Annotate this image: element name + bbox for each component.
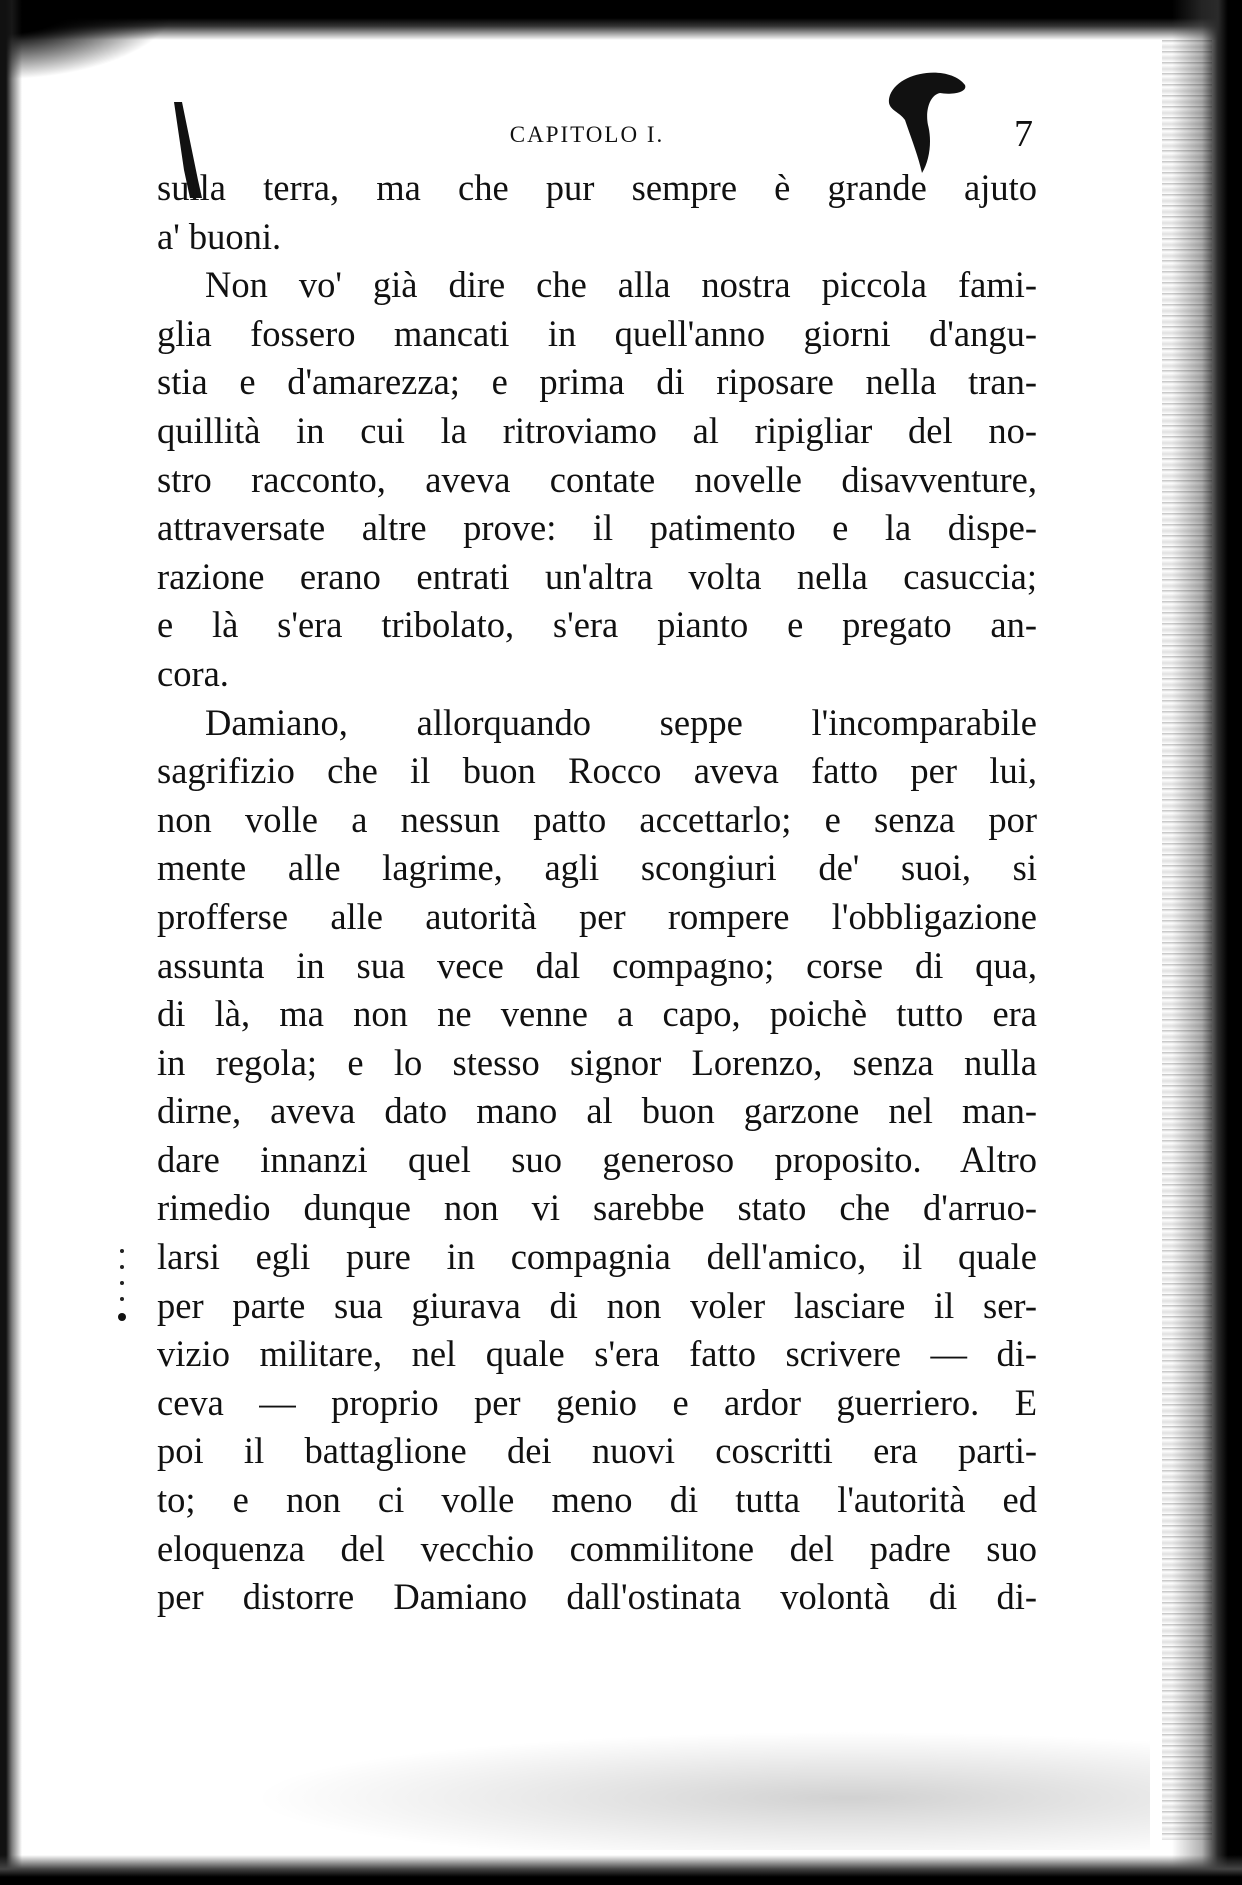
text-line: vizio militare, nel quale s'era fatto scrivere — di-	[157, 1333, 1037, 1375]
book-page	[157, 113, 1037, 1622]
text-line: razione erano entrati un'altra volta nella casuccia;	[157, 555, 1037, 597]
chapter-title: CAPITOLO I.	[509, 122, 665, 147]
text-line: stro racconto, aveva contate novelle disavventure,	[157, 458, 1037, 500]
margin-dots	[112, 1245, 132, 1325]
running-head	[157, 113, 1037, 158]
text-line: per distorre Damiano dall'ostinata volontà di di-	[157, 1576, 1037, 1618]
text-line: a' buoni.	[157, 215, 282, 257]
text-line: profferse alle autorità per rompere l'obbligazione	[157, 895, 1037, 937]
text-line: Non vo' già dire che alla nostra piccola fami-	[205, 264, 1037, 306]
scan-noise-bottom	[150, 1720, 1150, 1850]
text-line: eloquenza del vecchio commilitone del padre suo	[157, 1527, 1037, 1569]
text-line: rimedio dunque non vi sarebbe stato che d'arruo-	[157, 1187, 1037, 1229]
text-line: in regola; e lo stesso signor Lorenzo, senza nulla	[157, 1041, 1037, 1083]
text-line: to; e non ci volle meno di tutta l'autorità ed	[157, 1479, 1037, 1521]
body-text	[157, 164, 1037, 1622]
text-line: attraversate altre prove: il patimento e la dispe-	[157, 507, 1037, 549]
scan-corner-shadow	[0, 0, 180, 80]
scan-border-top	[0, 0, 1242, 40]
scan-border-left	[0, 0, 22, 1885]
text-line: poi il battaglione dei nuovi coscritti era parti-	[157, 1430, 1037, 1472]
text-line: quillità in cui la ritroviamo al ripigliar del no-	[157, 409, 1037, 451]
text-line: stia e d'amarezza; e prima di riposare nella tran-	[157, 361, 1037, 403]
text-line: cora.	[157, 652, 229, 694]
text-line: larsi egli pure in compagnia dell'amico, il quale	[157, 1236, 1037, 1278]
text-line: ceva — proprio per genio e ardor guerriero. E	[157, 1381, 1037, 1423]
text-line: sagrifizio che il buon Rocco aveva fatto per lui,	[157, 750, 1037, 792]
text-line: sulla terra, ma che pur sempre è grande ajuto	[157, 167, 1037, 208]
text-line: dare innanzi quel suo generoso proposito. Altro	[157, 1138, 1037, 1180]
text-line: per parte sua giurava di non voler lasciare il ser-	[157, 1284, 1037, 1326]
scan-border-bottom	[0, 1855, 1242, 1885]
text-line: mente alle lagrime, agli scongiuri de' suoi, si	[157, 847, 1037, 889]
scan-noise-right	[1162, 40, 1212, 1840]
page-number: 7	[1014, 113, 1033, 155]
text-line: assunta in sua vece dal compagno; corse di qua,	[157, 944, 1037, 986]
text-line: Damiano, allorquando seppe l'incomparabile	[205, 701, 1037, 743]
text-line: di là, ma non ne venne a capo, poichè tutto era	[157, 993, 1037, 1035]
text-line: e là s'era tribolato, s'era pianto e pregato an-	[157, 604, 1037, 646]
text-line: non volle a nessun patto accettarlo; e senza por	[157, 798, 1037, 840]
text-line: dirne, aveva dato mano al buon garzone nel man-	[157, 1090, 1037, 1132]
text-line: glia fossero mancati in quell'anno giorni d'angu-	[157, 312, 1037, 354]
